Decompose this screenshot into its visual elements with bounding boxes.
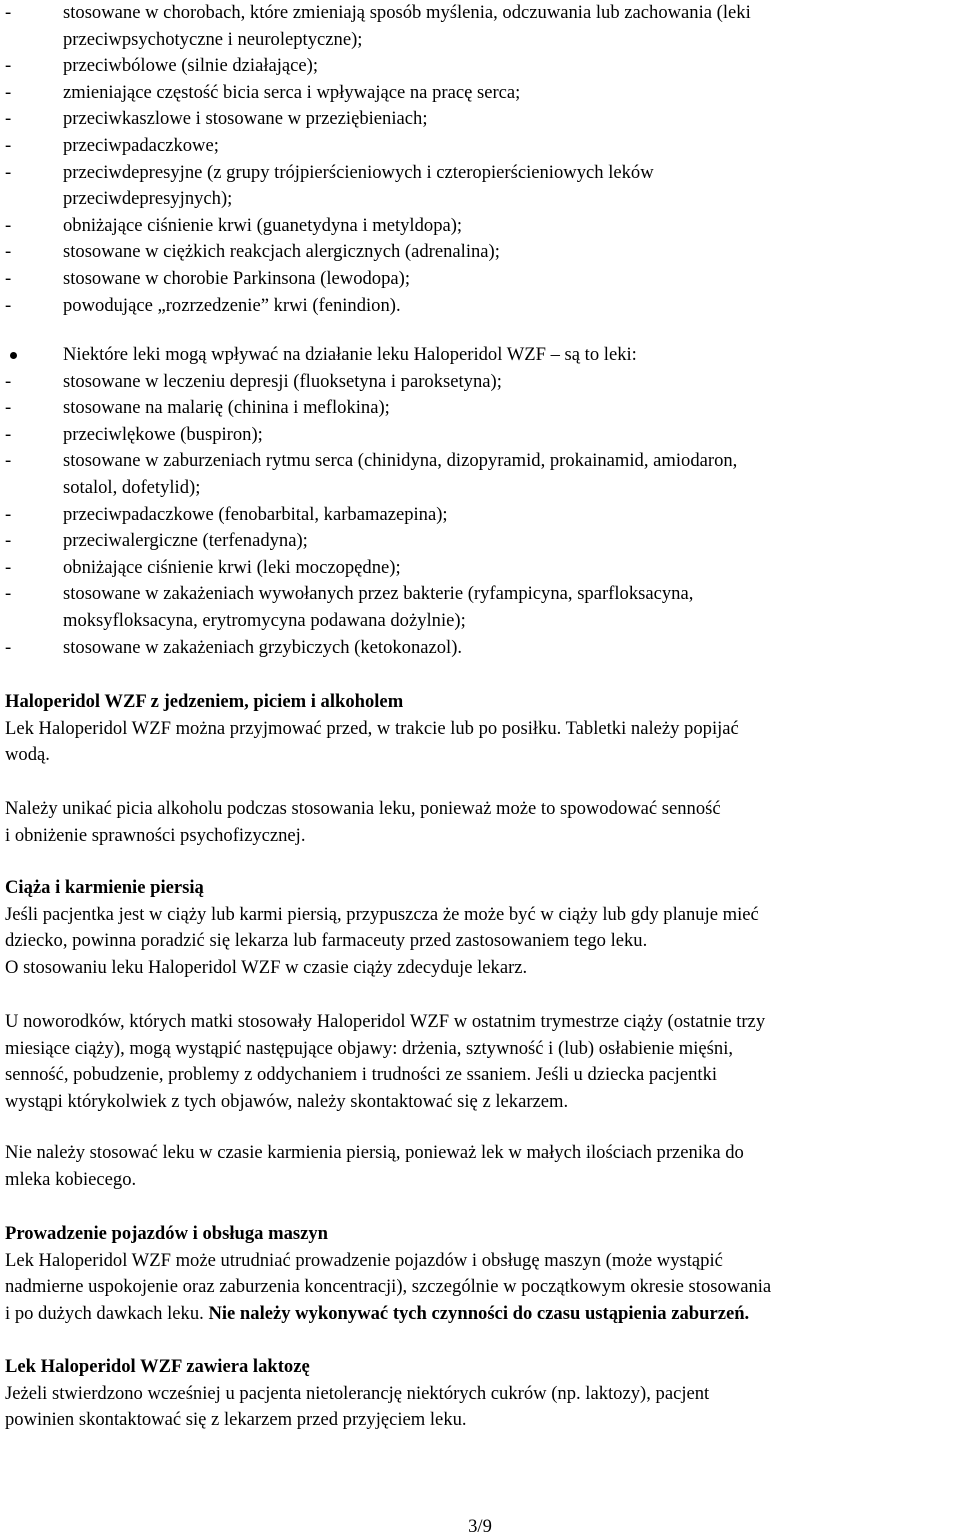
- list-item: - stosowane w chorobach, które zmieniają sposób myślenia, odczuwania lub zachowania (leki: [5, 2, 751, 23]
- list-item: - obniżające ciśnienie krwi (guanetydyna i metyldopa);: [5, 214, 463, 236]
- section-driving: [5, 1221, 955, 1327]
- list-item: - stosowane w chorobie Parkinsona (lewodopa);: [5, 267, 410, 289]
- page-number: 3/9: [468, 1516, 492, 1537]
- list-item: - przeciwpadaczkowe;: [5, 134, 219, 156]
- list-item: - stosowane na malarię (chinina i meflokina);: [5, 397, 390, 419]
- pregnancy-newborn-paragraph: [5, 1009, 955, 1115]
- section-heading: Prowadzenie pojazdów i obsługa maszyn: [5, 1223, 328, 1244]
- paragraph: Lek Haloperidol WZF można przyjmować przed, w trakcie lub po posiłku. Tabletki należy popijać wodą.: [5, 717, 739, 766]
- list-item: - przeciwkaszlowe i stosowane w przeziębieniach;: [5, 108, 428, 130]
- drug-list-1: [5, 0, 955, 319]
- section-pregnancy: [5, 875, 955, 981]
- paragraph: Lek Haloperidol WZF może utrudniać prowadzenie pojazdów i obsługę maszyn (może wystąpić nadmierne uspokojenie oraz zaburzenia koncentracji), szczególnie w początkowym okresie stosowania i po dużych dawkach leku. Nie należy wykonywać tych czynności do czasu ustąpienia zaburzeń.: [5, 1249, 772, 1324]
- list-item: - stosowane w zakażeniach wywołanych przez bakterie (ryfampicyna, sparfloksacyna,: [5, 583, 694, 605]
- list-item: - stosowane w ciężkich reakcjach alergicznych (adrenalina);: [5, 241, 500, 263]
- bullet-intro: Niektóre leki mogą wpływać na działanie leku Haloperidol WZF – są to leki:: [5, 342, 955, 369]
- list-item: - powodujące „rozrzedzenie” krwi (fenindion).: [5, 294, 401, 316]
- list-item-continuation: moksyfloksacyna, erytromycyna podawana dożylnie);: [63, 609, 466, 631]
- list-item-continuation: przeciwpsychotyczne i neuroleptyczne);: [63, 28, 363, 50]
- warning-bold-text: Nie należy wykonywać tych czynności do czasu ustąpienia zaburzeń.: [208, 1302, 750, 1324]
- breastfeeding-paragraph: [5, 1140, 955, 1193]
- paragraph: Jeżeli stwierdzono wcześniej u pacjenta nietolerancję niektórych cukrów (np. laktozy), pacjent powinien skontaktować się z lekarzem przed przyjęciem leku.: [5, 1382, 710, 1431]
- list-item: - przeciwdepresyjne (z grupy trójpierścieniowych i czteropierścieniowych leków: [5, 161, 654, 183]
- list-item-continuation: przeciwdepresyjnych);: [63, 188, 233, 210]
- list-item: - obniżające ciśnienie krwi (leki moczopędne);: [5, 556, 401, 578]
- paragraph: Nie należy stosować leku w czasie karmienia piersią, ponieważ lek w małych ilościach przenika do mleka kobiecego.: [5, 1142, 744, 1190]
- list-item: - stosowane w leczeniu depresji (fluoksetyna i paroksetyna);: [5, 370, 502, 392]
- section-lactose: [5, 1354, 955, 1434]
- list-item-continuation: sotalol, dofetylid);: [63, 476, 201, 498]
- list-item: - stosowane w zaburzeniach rytmu serca (chinidyna, dizopyramid, prokainamid, amiodaron,: [5, 450, 738, 472]
- section-heading: Ciąża i karmienie piersią: [5, 877, 204, 898]
- list-item: - przeciwalergiczne (terfenadyna);: [5, 530, 308, 552]
- paragraph: U noworodków, których matki stosowały Haloperidol WZF w ostatnim trymestrze ciąży (ostatnie trzy miesiące ciąży), mogą wystąpić następujące objawy: drżenia, sztywność i (lub) osłabienie mięśni, senność, pobudzenie, problemy z oddychaniem i trudności ze ssaniem. Jeśli u dziecka pacjentki wystąpi którykolwiek z tych objawów, należy skontaktować się z lekarzem.: [5, 1011, 766, 1112]
- drug-list-2: [5, 342, 955, 661]
- section-heading: Lek Haloperidol WZF zawiera laktozę: [5, 1356, 310, 1377]
- bullet-icon: [10, 352, 17, 359]
- paragraph: Jeśli pacjentka jest w ciąży lub karmi piersią, przypuszcza że może być w ciąży lub gdy planuje mieć dziecko, powinna poradzić się lekarza lub farmaceuty przed zastosowaniem tego leku. O stosowaniu leku Haloperidol WZF w czasie ciąży zdecyduje lekarz.: [5, 903, 759, 978]
- list-item: - przeciwlękowe (buspiron);: [5, 423, 263, 445]
- list-item: - zmieniające częstość bicia serca i wpływające na pracę serca;: [5, 81, 521, 103]
- section-heading: Haloperidol WZF z jedzeniem, piciem i alkoholem: [5, 691, 404, 712]
- list-item: - stosowane w zakażeniach grzybiczych (ketokonazol).: [5, 636, 463, 658]
- section-food-alcohol-para2: [5, 796, 955, 849]
- section-food-alcohol: [5, 689, 955, 769]
- paragraph: Należy unikać picia alkoholu podczas stosowania leku, ponieważ może to spowodować senność i obniżenie sprawności psychofizycznej.: [5, 798, 721, 846]
- list-item: - przeciwpadaczkowe (fenobarbital, karbamazepina);: [5, 503, 448, 525]
- list-item: - przeciwbólowe (silnie działające);: [5, 55, 319, 77]
